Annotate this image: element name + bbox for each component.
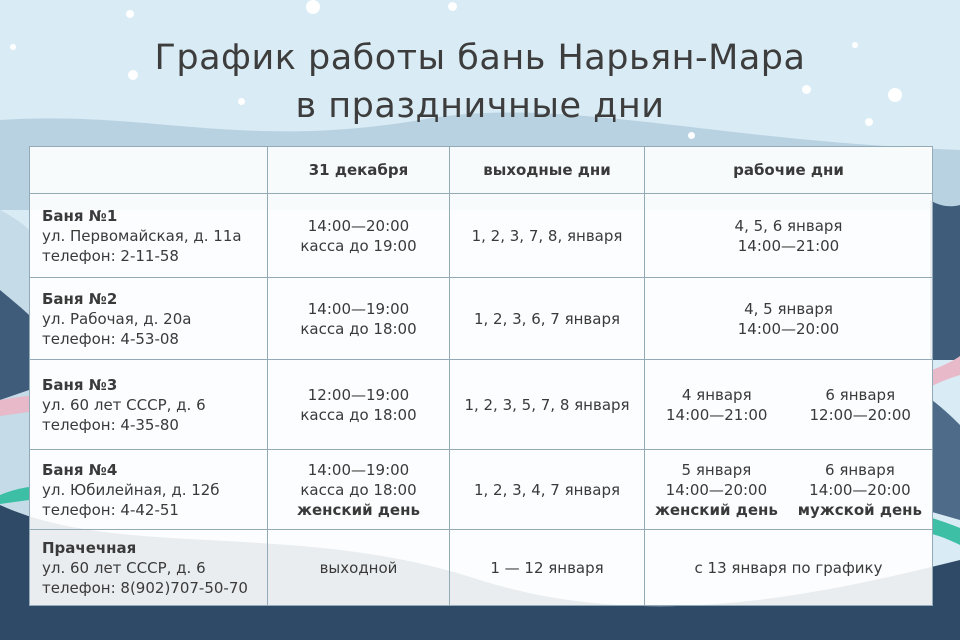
workday-block (655, 460, 778, 520)
workday-hours: 12:00—20:00 (809, 405, 911, 424)
header-cell-weekends: выходные дни (450, 147, 645, 194)
dec31-cell (268, 360, 450, 450)
workdays-cell (645, 278, 933, 360)
dec31-note: касса до 18:00 (300, 405, 417, 424)
bathhouse-name: Баня №3 (42, 375, 118, 394)
snowflake (688, 132, 695, 139)
workday-block (798, 460, 922, 520)
bathhouse-info-cell (30, 530, 268, 606)
workday-block (666, 385, 767, 425)
bathhouse-address: ул. Первомайская, д. 11а (42, 226, 242, 245)
header-cell-dec31: 31 декабря (268, 147, 450, 194)
workday-date: 4 января (681, 385, 752, 404)
workday-date: 6 января (825, 460, 895, 479)
bathhouse-address: ул. Рабочая, д. 20а (42, 309, 192, 328)
bathhouse-name: Прачечная (42, 538, 137, 557)
dec31-cell (268, 450, 450, 530)
dec31-hours: 14:00—19:00 (307, 299, 410, 318)
weekends-cell: 1, 2, 3, 4, 7 января (450, 450, 645, 530)
bathhouse-phone: телефон: 2-11-58 (42, 246, 179, 265)
dec31-cell: выходной (268, 530, 450, 606)
wave-dark-right (930, 200, 960, 360)
table-header-row (30, 147, 933, 194)
bathhouse-name: Баня №4 (42, 460, 118, 479)
workday-date: 6 января (825, 385, 896, 404)
title-line-2: в праздничные дни (295, 86, 665, 126)
schedule-table (29, 146, 933, 606)
workdays-hours: 14:00—20:00 (737, 319, 840, 338)
title-line-1: График работы бань Нарьян-Мара (154, 38, 806, 78)
header-cell-workdays: рабочие дни (645, 147, 933, 194)
table-row (30, 360, 933, 450)
workdays-dates: 4, 5, 6 января (734, 216, 843, 235)
dec31-hours: 14:00—20:00 (307, 216, 410, 235)
workday-hours: 14:00—21:00 (666, 405, 768, 424)
bathhouse-info-cell (30, 278, 268, 360)
dec31-note: касса до 18:00 (300, 319, 417, 338)
dec31-note: касса до 18:00 (300, 480, 417, 499)
workdays-cell (645, 194, 933, 278)
wave-dark-right-lower (932, 400, 960, 520)
workdays-split (645, 385, 932, 425)
bathhouse-phone: телефон: 4-42-51 (42, 500, 179, 519)
header-cell-empty (30, 147, 268, 194)
wave-teal-right (932, 518, 960, 545)
bathhouse-info-cell (30, 450, 268, 530)
weekends-cell: 1, 2, 3, 7, 8, января (450, 194, 645, 278)
bathhouse-address: ул. 60 лет СССР, д. 6 (42, 558, 206, 577)
dec31-hours: 12:00—19:00 (307, 385, 410, 404)
workday-hours: 14:00—20:00 (665, 480, 768, 499)
workday-special: мужской день (797, 500, 923, 519)
bathhouse-address: ул. Юбилейная, д. 12б (42, 480, 220, 499)
dec31-special: женский день (297, 500, 420, 519)
workdays-cell: с 13 января по графику (645, 530, 933, 606)
snowflake (448, 2, 457, 11)
workdays-cell (645, 450, 933, 530)
dec31-hours: 14:00—19:00 (307, 460, 410, 479)
bathhouse-info-cell (30, 360, 268, 450)
weekends-cell: 1, 2, 3, 5, 7, 8 января (450, 360, 645, 450)
bathhouse-info-cell (30, 194, 268, 278)
bathhouse-name: Баня №1 (42, 206, 118, 225)
workday-block (810, 385, 911, 425)
workdays-hours: 14:00—21:00 (737, 236, 840, 255)
dec31-note: касса до 19:00 (300, 236, 417, 255)
snowflake (126, 10, 134, 18)
weekends-cell: 1 — 12 января (450, 530, 645, 606)
workday-special: женский день (654, 500, 778, 519)
workdays-cell (645, 360, 933, 450)
workdays-split (645, 460, 932, 520)
table-row (30, 278, 933, 360)
workday-hours: 14:00—20:00 (809, 480, 911, 499)
table-row (30, 450, 933, 530)
table-row (30, 194, 933, 278)
table-row (30, 530, 933, 606)
workday-date: 5 января (681, 460, 752, 479)
snowflake (306, 0, 320, 14)
bathhouse-name: Баня №2 (42, 289, 118, 308)
bathhouse-address: ул. 60 лет СССР, д. 6 (42, 395, 206, 414)
dec31-cell (268, 278, 450, 360)
bathhouse-phone: телефон: 8(902)707-50-70 (42, 578, 248, 597)
bathhouse-phone: телефон: 4-53-08 (42, 329, 179, 348)
wave-pink-right (932, 356, 960, 386)
dec31-cell (268, 194, 450, 278)
workdays-dates: 4, 5 января (744, 299, 833, 318)
page-title (0, 34, 960, 130)
weekends-cell: 1, 2, 3, 6, 7 января (450, 278, 645, 360)
bathhouse-phone: телефон: 4-35-80 (42, 415, 179, 434)
